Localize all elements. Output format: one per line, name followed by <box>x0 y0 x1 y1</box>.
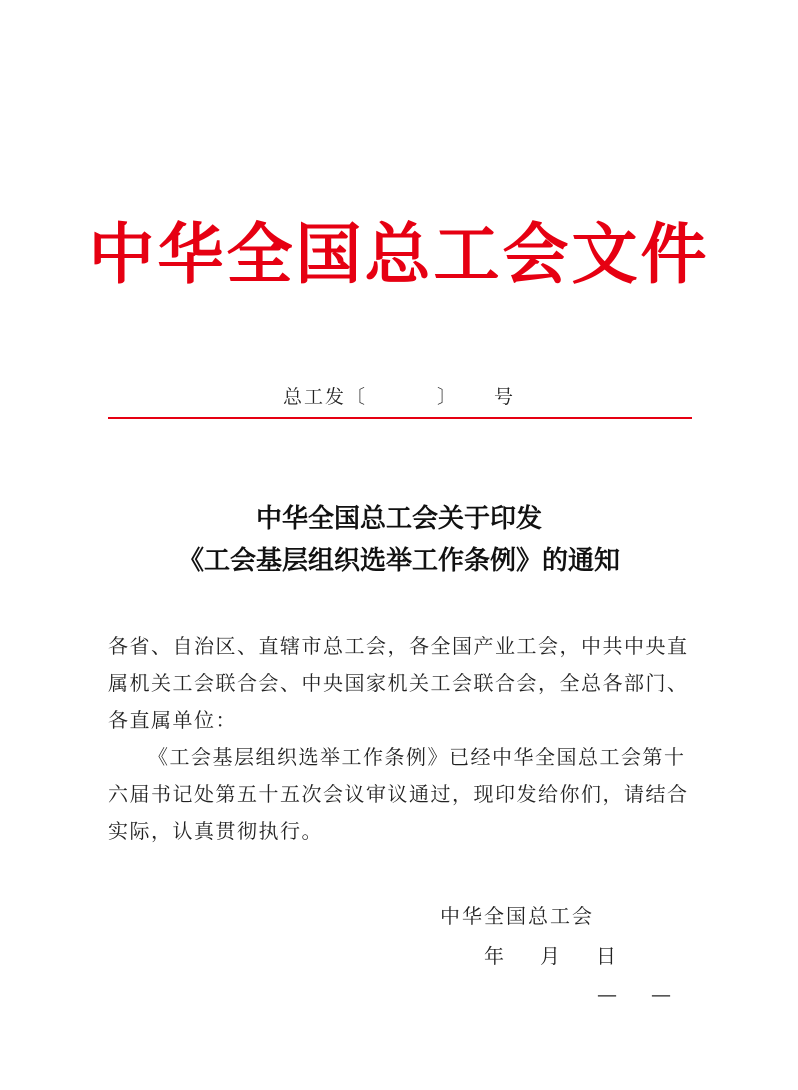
addressee-paragraph: 各省、自治区、直辖市总工会，各全国产业工会，中共中央直属机关工会联合会、中央国家机关工会联合会，全总各部门、各直属单位： <box>108 634 689 732</box>
page-dash-right: — <box>651 982 671 1006</box>
document-number <box>0 382 798 409</box>
doc-number-suffix: 号 <box>494 386 516 408</box>
red-header-title: 中华全国总工会文件 <box>88 216 710 293</box>
signature-organization: 中华全国总工会 <box>440 904 594 928</box>
notice-title-line-2: 《工会基层组织选举工作条例》的通知 <box>177 546 620 576</box>
notice-body <box>108 628 692 850</box>
doc-number-prefix: 总工发〔 <box>282 386 367 408</box>
date-month-label: 月 <box>540 944 560 968</box>
page-dash-left: — <box>597 982 617 1006</box>
body-paragraph: 《工会基层组织选举工作条例》已经中华全国总工会第十六届书记处第五十五次会议审议通过，现印发给你们，请结合实际，认真贯彻执行。 <box>108 745 689 843</box>
date-year-label: 年 <box>484 944 504 968</box>
red-separator-line <box>108 417 692 419</box>
date-day-label: 日 <box>596 944 616 968</box>
notice-title <box>0 498 798 582</box>
page-number <box>596 982 672 1006</box>
notice-title-line-1: 中华全国总工会关于印发 <box>255 504 542 534</box>
signature-date <box>484 940 616 969</box>
doc-number-bracket-close: 〕 <box>436 386 458 408</box>
